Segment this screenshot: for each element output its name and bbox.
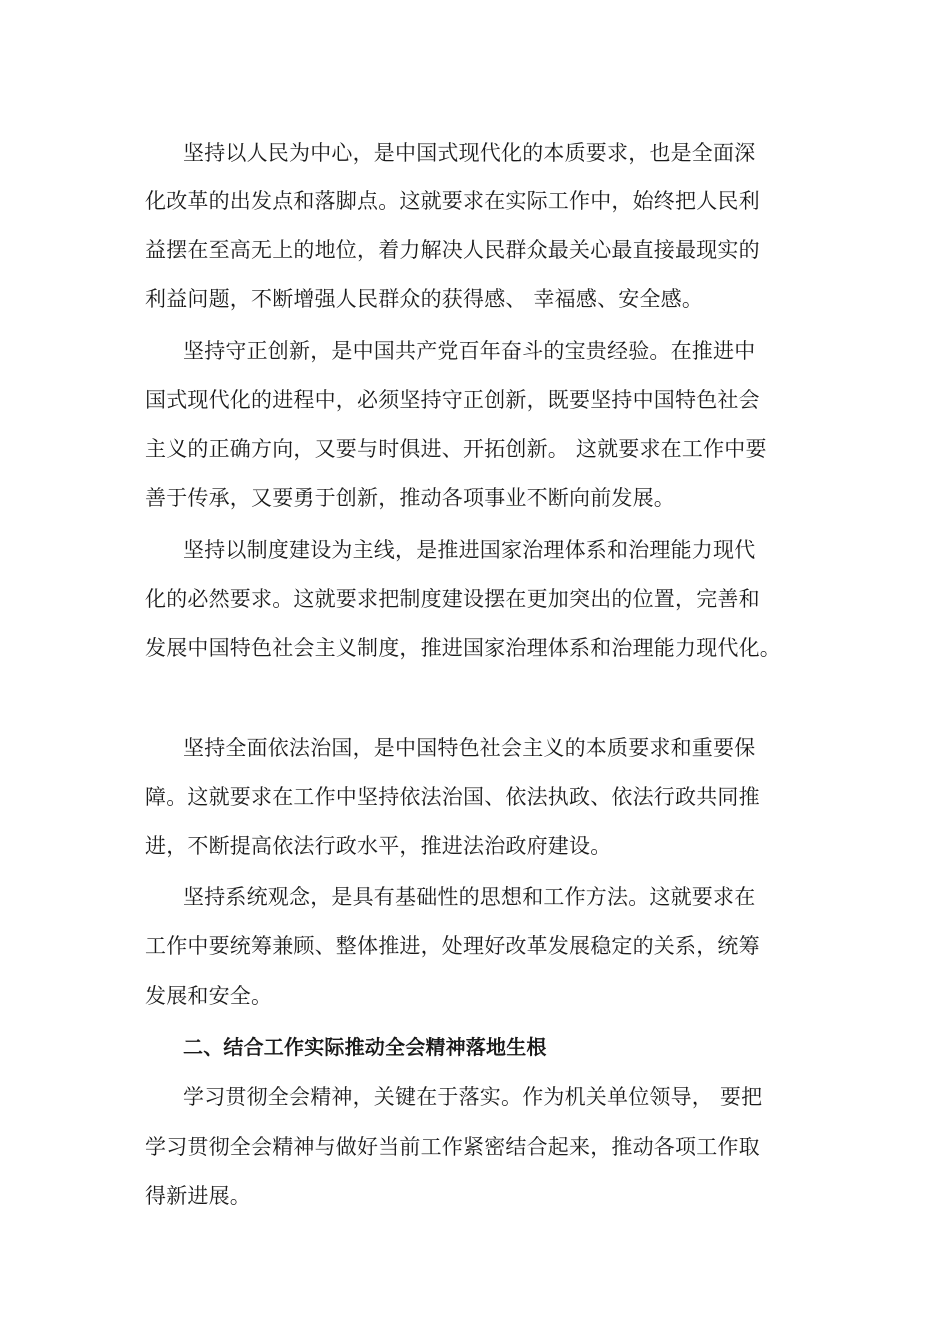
- paragraph-4-line-1: 坚持全面依法治国，是中国特色社会主义的本质要求和重要保: [183, 736, 756, 760]
- paragraph-5-line-3: 发展和安全。: [145, 984, 273, 1008]
- paragraph-5-line-2: 工作中要统筹兼顾、整体推进，处理好改革发展稳定的关系，统筹: [145, 934, 760, 958]
- paragraph-1-line-1: 坚持以人民为中心，是中国式现代化的本质要求，也是全面深: [183, 141, 756, 165]
- paragraph-1-line-4: 利益问题，不断增强人民群众的获得感、 幸福感、安全感。: [145, 287, 704, 311]
- paragraph-2-line-1: 坚持守正创新，是中国共产党百年奋斗的宝贵经验。在推进中: [183, 339, 756, 363]
- paragraph-5-line-1: 坚持系统观念，是具有基础性的思想和工作方法。这就要求在: [183, 885, 756, 909]
- paragraph-2-line-3: 主义的正确方向，又要与时俱进、开拓创新。 这就要求在工作中要: [145, 437, 767, 461]
- paragraph-6-line-2: 学习贯彻全会精神与做好当前工作紧密结合起来，推动各项工作取: [145, 1135, 760, 1159]
- paragraph-1-line-2: 化改革的出发点和落脚点。这就要求在实际工作中，始终把人民利: [145, 189, 760, 213]
- paragraph-2-line-4: 善于传承，又要勇于创新，推动各项事业不断向前发展。: [145, 486, 675, 510]
- section-heading: 二、结合工作实际推动全会精神落地生根: [183, 1035, 547, 1059]
- paragraph-6-line-3: 得新进展。: [145, 1184, 251, 1208]
- paragraph-3-line-2: 化的必然要求。这就要求把制度建设摆在更加突出的位置，完善和: [145, 587, 760, 611]
- paragraph-3-line-3: 发展中国特色社会主义制度，推进国家治理体系和治理能力现代化。: [145, 636, 781, 660]
- paragraph-1-line-3: 益摆在至高无上的地位，着力解决人民群众最关心最直接最现实的: [145, 238, 760, 262]
- paragraph-4-line-2: 障。这就要求在工作中坚持依法治国、依法执政、依法行政共同推: [145, 785, 760, 809]
- paragraph-2-line-2: 国式现代化的进程中，必须坚持守正创新，既要坚持中国特色社会: [145, 388, 760, 412]
- paragraph-3-line-1: 坚持以制度建设为主线，是推进国家治理体系和治理能力现代: [183, 538, 756, 562]
- paragraph-4-line-3: 进，不断提高依法行政水平，推进法治政府建设。: [145, 834, 612, 858]
- paragraph-6-line-1: 学习贯彻全会精神，关键在于落实。作为机关单位领导， 要把: [183, 1085, 763, 1109]
